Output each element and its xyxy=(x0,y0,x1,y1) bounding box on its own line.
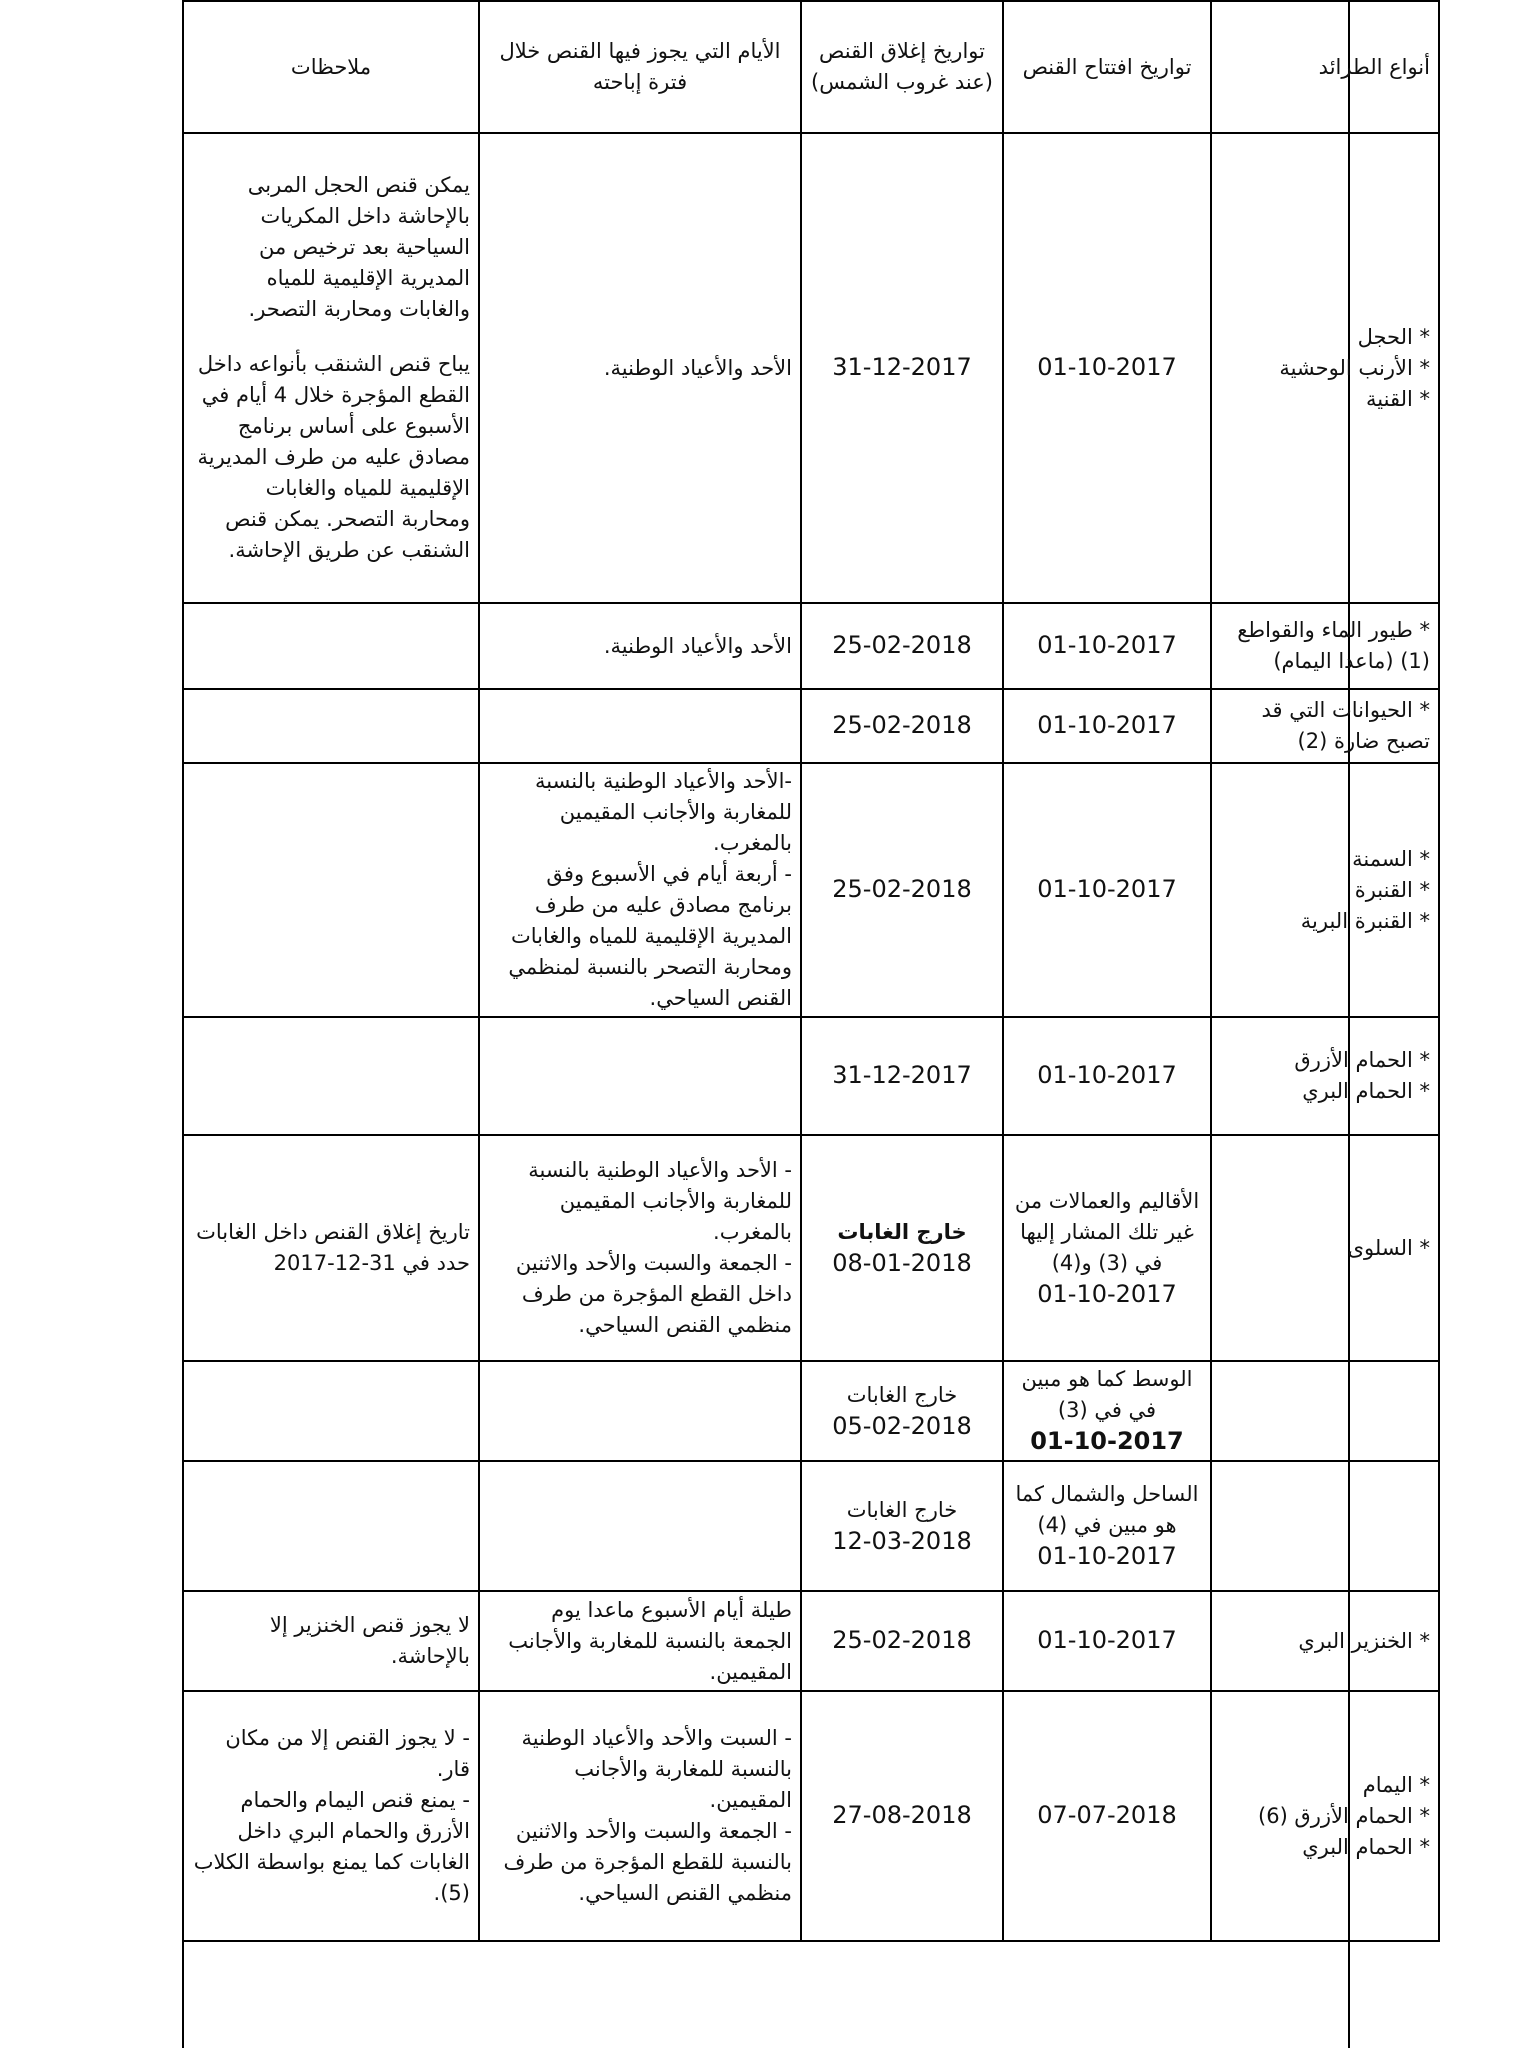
closing-date: 25-02-2018 xyxy=(832,1626,972,1654)
species-name: * الخنزير البري xyxy=(1298,1628,1430,1653)
header-notes: ملاحظات xyxy=(183,1,479,133)
opening-date: 01-10-2017 xyxy=(1037,353,1177,381)
species-name: * القنية xyxy=(1366,386,1430,411)
closing-date: 05-02-2018 xyxy=(832,1411,972,1440)
region-text: الساحل والشمال كما هو مبين في (4) xyxy=(1015,1482,1199,1537)
allowed-days-cell xyxy=(479,763,801,1017)
opening-date-cell xyxy=(1003,1461,1211,1591)
days-text: - الجمعة والسبت والأحد والاثنين داخل القطع المؤجرة من طرف منظمي القنص السياحي. xyxy=(515,1251,792,1337)
species-name: * الحمام البري xyxy=(1302,1834,1430,1859)
closing-date-cell xyxy=(801,763,1003,1017)
species-name: * السلوى xyxy=(1347,1235,1430,1260)
closing-date-cell xyxy=(801,1691,1003,1941)
closing-date-cell xyxy=(801,1361,1003,1461)
opening-date: 01-10-2017 xyxy=(1037,1626,1177,1654)
notes-cell: لا يجوز قنص الخنزير إلا بالإحاشة. xyxy=(183,1591,479,1691)
species-cell xyxy=(1211,1691,1439,1941)
closing-date-cell xyxy=(801,1135,1003,1361)
species-cell xyxy=(1211,1135,1439,1361)
opening-date-cell xyxy=(1003,1361,1211,1461)
closing-date: 31-12-2017 xyxy=(832,1061,972,1089)
hunting-season-table xyxy=(182,0,1440,1942)
table-header-row xyxy=(183,1,1439,133)
opening-date-cell xyxy=(1003,1017,1211,1135)
species-cell xyxy=(1211,133,1439,603)
region-text: الأقاليم والعمالات من غير تلك المشار إليها في (3) و(4) xyxy=(1014,1188,1200,1275)
allowed-days-cell: الأحد والأعياد الوطنية. xyxy=(479,603,801,689)
closing-date-cell xyxy=(801,689,1003,763)
note-text: - يمنع قنص اليمام والحمام الأزرق والحمام البري داخل الغابات كما يمنع بواسطة الكلاب (5). xyxy=(193,1788,470,1905)
species-name: * القنبرة xyxy=(1354,877,1430,902)
region-text: الوسط كما هو مبين في في (3) xyxy=(1021,1367,1193,1422)
header-species: أنواع الطرائد xyxy=(1211,1,1439,133)
closing-date: 25-02-2018 xyxy=(832,711,972,739)
species-name: * القنبرة البرية xyxy=(1300,908,1430,933)
notes-cell xyxy=(183,763,479,1017)
notes-cell xyxy=(183,603,479,689)
closing-date: 27-08-2018 xyxy=(832,1801,972,1829)
closing-date: 12-03-2018 xyxy=(832,1526,972,1555)
species-name: * اليمام xyxy=(1362,1772,1430,1797)
opening-date-cell xyxy=(1003,763,1211,1017)
notes-cell xyxy=(183,689,479,763)
notes-cell xyxy=(183,133,479,603)
opening-date-cell xyxy=(1003,603,1211,689)
opening-date: 01-10-2017 xyxy=(1030,1427,1184,1455)
opening-date-cell xyxy=(1003,1135,1211,1361)
opening-date: 07-07-2018 xyxy=(1037,1801,1177,1829)
species-cell xyxy=(1211,689,1439,763)
opening-date-cell xyxy=(1003,133,1211,603)
species-name: * الحيوانات التي قد تصبح ضارة (2) xyxy=(1261,698,1430,753)
closing-date: 25-02-2018 xyxy=(832,875,972,903)
outside-forests-label: خارج الغابات xyxy=(846,1382,958,1407)
notes-cell xyxy=(183,1361,479,1461)
allowed-days-cell xyxy=(479,1461,801,1591)
table-row xyxy=(183,763,1439,1017)
table-row xyxy=(183,1017,1439,1135)
allowed-days-cell xyxy=(479,689,801,763)
allowed-days-cell xyxy=(479,1135,801,1361)
species-name: * السمنة xyxy=(1352,846,1430,871)
notes-cell: تاريخ إغلاق القنص داخل الغابات حدد في 31-12-2017 xyxy=(183,1135,479,1361)
note-text: يمكن قنص الحجل المربى بالإحاشة داخل المكريات السياحية بعد ترخيص من المديرية الإقليمية للمياه والغابات ومحاربة التصحر. xyxy=(247,173,470,321)
days-text: -الأحد والأعياد الوطنية بالنسبة للمغاربة والأجانب المقيمين بالمغرب. xyxy=(534,769,792,855)
outside-forests-label: خارج الغابات xyxy=(837,1219,967,1244)
table-row xyxy=(183,1691,1439,1941)
opening-date: 01-10-2017 xyxy=(1037,875,1177,903)
note-text: يباح قنص الشنقب بأنواعه داخل القطع المؤجرة خلال 4 أيام في الأسبوع على أساس برنامج مصادق عليه من طرف المديرية الإقليمية للمياه والغابات ومحاربة التصحر. يمكن قنص الشنقب عن طريق الإحاشة. xyxy=(197,352,470,562)
species-cell xyxy=(1211,1017,1439,1135)
closing-date-cell xyxy=(801,1017,1003,1135)
notes-cell xyxy=(183,1017,479,1135)
closing-date-cell xyxy=(801,133,1003,603)
species-cell xyxy=(1211,1361,1439,1461)
table-row xyxy=(183,1461,1439,1591)
table-row xyxy=(183,133,1439,603)
species-name: * الحمام الأزرق (6) xyxy=(1257,1803,1430,1828)
header-allowed-days: الأيام التي يجوز فيها القنص خلال فترة إباحته xyxy=(479,1,801,133)
species-name: * الحجل xyxy=(1357,324,1430,349)
allowed-days-cell: طيلة أيام الأسبوع ماعدا يوم الجمعة بالنسبة للمغاربة والأجانب المقيمين. xyxy=(479,1591,801,1691)
outside-forests-label: خارج الغابات xyxy=(846,1497,958,1522)
allowed-days-cell xyxy=(479,1017,801,1135)
days-text: - الأحد والأعياد الوطنية بالنسبة للمغاربة والأجانب المقيمين بالمغرب. xyxy=(528,1158,792,1244)
opening-date: 01-10-2017 xyxy=(1037,1542,1177,1570)
opening-date: 01-10-2017 xyxy=(1037,711,1177,739)
closing-date-cell xyxy=(801,603,1003,689)
days-text: - الجمعة والسبت والأحد والاثنين بالنسبة للقطع المؤجرة من طرف منظمي القنص السياحي. xyxy=(503,1819,792,1905)
days-text: - السبت والأحد والأعياد الوطنية بالنسبة للمغاربة والأجانب المقيمين. xyxy=(521,1726,792,1812)
species-name: * طيور الماء والقواطع (1) (ماعدا اليمام) xyxy=(1237,618,1430,673)
allowed-days-cell xyxy=(479,1691,801,1941)
opening-date: 01-10-2017 xyxy=(1037,631,1177,659)
species-name: * الحمام البري xyxy=(1302,1079,1430,1103)
notes-cell xyxy=(183,1691,479,1941)
table-row xyxy=(183,1361,1439,1461)
species-cell xyxy=(1211,1591,1439,1691)
closing-date: 08-01-2018 xyxy=(832,1248,972,1277)
table-row xyxy=(183,689,1439,763)
species-cell xyxy=(1211,603,1439,689)
opening-date-cell xyxy=(1003,1691,1211,1941)
table-row xyxy=(183,1135,1439,1361)
closing-date: 31-12-2017 xyxy=(832,353,972,381)
table-row xyxy=(183,603,1439,689)
closing-date: 25-02-2018 xyxy=(832,631,972,659)
days-text: - أربعة أيام في الأسبوع وفق برنامج مصادق عليه من طرف المديرية الإقليمية للمياه والغابات ومحاربة التصحر بالنسبة لمنظمي القنص السياحي. xyxy=(508,862,792,1010)
header-opening-dates: تواريخ افتتاح القنص xyxy=(1003,1,1211,133)
notes-cell xyxy=(183,1461,479,1591)
species-name: * الحمام الأزرق xyxy=(1294,1048,1430,1072)
header-closing-dates: تواريخ إغلاق القنص (عند غروب الشمس) xyxy=(801,1,1003,133)
opening-date: 01-10-2017 xyxy=(1037,1279,1177,1308)
opening-date-cell xyxy=(1003,689,1211,763)
table-row xyxy=(183,1591,1439,1691)
species-cell xyxy=(1211,763,1439,1017)
closing-date-cell xyxy=(801,1591,1003,1691)
species-cell xyxy=(1211,1461,1439,1591)
allowed-days-cell: الأحد والأعياد الوطنية. xyxy=(479,133,801,603)
opening-date: 01-10-2017 xyxy=(1037,1061,1177,1089)
closing-date-cell xyxy=(801,1461,1003,1591)
note-text: - لا يجوز القنص إلا من مكان قار. xyxy=(225,1726,470,1781)
opening-date-cell xyxy=(1003,1591,1211,1691)
species-name: * الأرنب الوحشية xyxy=(1279,355,1430,380)
allowed-days-cell xyxy=(479,1361,801,1461)
